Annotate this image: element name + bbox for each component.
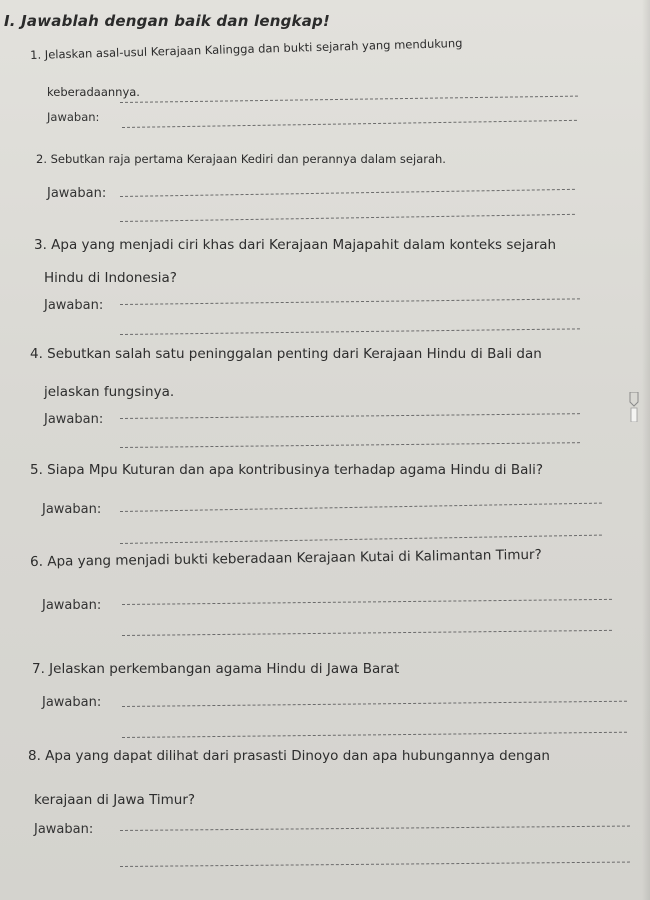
section-heading: I. Jawablah dengan baik dan lengkap! (4, 12, 331, 30)
answer-label-5: Jawaban: (42, 502, 102, 517)
answer-label-3: Jawaban: (44, 298, 104, 313)
answer-line-5b[interactable] (120, 535, 602, 544)
answer-line-1a[interactable] (120, 96, 578, 103)
answer-label-6: Jawaban: (42, 598, 102, 613)
answer-label-4: Jawaban: (44, 412, 104, 427)
answer-line-4a[interactable] (120, 413, 580, 419)
answer-line-8a[interactable] (120, 826, 630, 831)
answer-line-7a[interactable] (122, 701, 627, 707)
answer-label-2: Jawaban: (47, 186, 107, 201)
page-edge-shadow (642, 0, 650, 900)
question-3: 3. Apa yang menjadi ciri khas dari Kerajaan Majapahit dalam konteks sejarah (34, 237, 557, 253)
answer-line-4b[interactable] (120, 442, 580, 448)
answer-line-1b[interactable] (122, 120, 577, 128)
answer-line-2b[interactable] (120, 214, 575, 222)
answer-line-3b[interactable] (120, 328, 580, 335)
question-7: 7. Jelaskan perkembangan agama Hindu di Jawa Barat (32, 661, 400, 677)
question-8: 8. Apa yang dapat dilihat dari prasasti Dinoyo dan apa hubungannya dengan (28, 748, 550, 764)
bookmark-marker-icon (628, 392, 640, 422)
answer-label-7: Jawaban: (42, 695, 102, 710)
answer-line-8b[interactable] (120, 862, 630, 867)
question-2: 2. Sebutkan raja pertama Kerajaan Kediri dan perannya dalam sejarah. (36, 152, 446, 166)
question-1: 1. Jelaskan asal-usul Kerajaan Kalingga dan bukti sejarah yang mendukung (30, 35, 463, 62)
answer-label-1: Jawaban: (47, 110, 100, 124)
question-4-continued: jelaskan fungsinya. (44, 384, 175, 400)
question-1-continued: keberadaannya. (47, 85, 140, 99)
question-6: 6. Apa yang menjadi bukti keberadaan Kerajaan Kutai di Kalimantan Timur? (30, 546, 542, 570)
answer-line-6a[interactable] (122, 599, 612, 605)
question-8-continued: kerajaan di Jawa Timur? (34, 792, 196, 808)
answer-line-5a[interactable] (120, 503, 602, 512)
answer-label-8: Jawaban: (34, 822, 94, 837)
answer-line-6b[interactable] (122, 630, 612, 636)
answer-line-7b[interactable] (122, 732, 627, 738)
question-3-continued: Hindu di Indonesia? (44, 270, 177, 286)
answer-line-3a[interactable] (120, 298, 580, 305)
question-4: 4. Sebutkan salah satu peninggalan penting dari Kerajaan Hindu di Bali dan (30, 346, 542, 362)
question-5: 5. Siapa Mpu Kuturan dan apa kontribusinya terhadap agama Hindu di Bali? (30, 462, 544, 478)
answer-line-2a[interactable] (120, 189, 575, 197)
